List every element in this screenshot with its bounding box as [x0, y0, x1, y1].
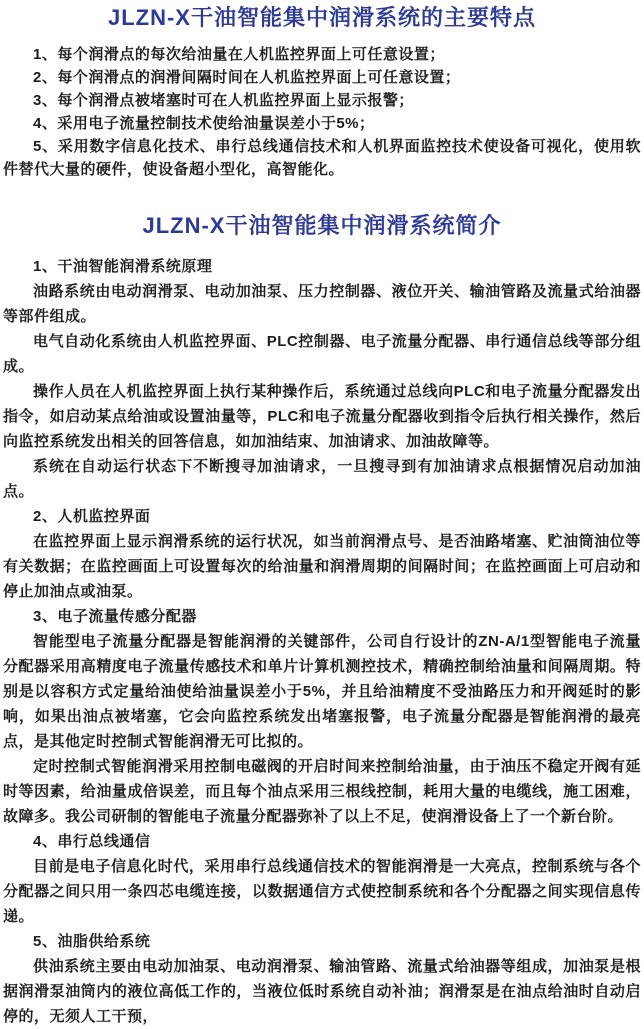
features-list: [3, 43, 641, 181]
feature-item-4: 4、采用电子流量控制技术使给油量误差小于5%；: [33, 115, 375, 132]
feature-item-1: 1、每个润滑点的每次给油量在人机监控界面上可任意设置；: [33, 46, 445, 63]
intro-paragraph: 智能型电子流量分配器是智能润滑的关键部件，公司自行设计的ZN-A/1型智能电子流量分配器采用高精度电子流量传感技术和单片计算机测控技术，精确控制给油量和间隔周期。特别是以容积方式定量给油使给油量误差小于5%，并且给油精度不受油路压力和开阀延时的影响，如果出油点被堵塞，它会向监控系统发出堵塞报警，电子流量分配器是智能润滑的最亮点，是其他定时控制式智能润滑无可比拟的。: [3, 633, 641, 750]
intro-heading-4: 4、串行总线通信: [33, 833, 151, 850]
intro-paragraph: 系统在自动运行状态下不断搜寻加油请求，一旦搜寻到有加油请求点根据情况启动加油点。: [3, 458, 641, 500]
intro-paragraph: 电气自动化系统由人机监控界面、PLC控制器、电子流量分配器、串行通信总线等部分组成。: [3, 333, 641, 375]
feature-item-3: 3、每个润滑点被堵塞时可在人机监控界面上显示报警；: [33, 92, 414, 109]
intro-body: [3, 254, 641, 1029]
intro-heading-5: 5、油脂供给系统: [33, 933, 151, 950]
intro-paragraph: 供油系统主要由电动加油泵、电动润滑泵、输油管路、流量式给油器等组成，加油泵是根据润滑泵油筒内的液位高低工作的，当液位低时系统自动补油；润滑泵是在油点给油时自动启停的，无须人工干预，: [3, 958, 641, 1025]
intro-paragraph: 油路系统由电动润滑泵、电动加油泵、压力控制器、液位开关、输油管路及流量式给油器等部件组成。: [3, 283, 641, 325]
intro-paragraph: 在监控界面上显示润滑系统的运行状况，如当前润滑点号、是否油路堵塞、贮油筒油位等有关数据；在监控画面上可设置每次的给油量和润滑周期的间隔时间；在监控画面上可启动和停止加油点或油泵。: [3, 533, 641, 600]
intro-paragraph: 目前是电子信息化时代，采用串行总线通信技术的智能润滑是一大亮点，控制系统与各个分配器之间只用一条四芯电缆连接，以数据通信方式使控制系统和各个分配器之间实现信息传递。: [3, 858, 641, 925]
intro-section-title: JLZN-X干油智能集中润滑系统简介: [142, 213, 502, 238]
intro-paragraph: 操作人员在人机监控界面上执行某种操作后，系统通过总线向PLC和电子流量分配器发出指令，如启动某点给油或设置油量等，PLC和电子流量分配器收到指令后执行相关操作，然后向监控系统发出相关的回答信息，如加油结束、加油请求、加油故障等。: [3, 383, 641, 450]
intro-paragraph: 定时控制式智能润滑采用控制电磁阀的开启时间来控制给油量，由于油压不稳定开阀有延时等因素，给油量成倍误差，而且每个油点采用三根线控制，耗用大量的电缆线，施工困难，故障多。我公司研制的智能电子流量分配器弥补了以上不足，使润滑设备上了一个新台阶。: [3, 758, 641, 825]
features-section-title: JLZN-X干油智能集中润滑系统的主要特点: [107, 5, 536, 30]
feature-item-5: 5、采用数字信息化技术、串行总线通信技术和人机界面监控技术使设备可视化，使用软件替代大量的硬件，使设备超小型化，高智能化。: [3, 138, 641, 178]
intro-heading-3: 3、电子流量传感分配器: [33, 608, 197, 625]
intro-heading-2: 2、人机监控界面: [33, 508, 151, 525]
intro-heading-1: 1、干油智能润滑系统原理: [33, 258, 213, 275]
feature-item-2: 2、每个润滑点的润滑间隔时间在人机监控界面上可任意设置；: [33, 69, 461, 86]
